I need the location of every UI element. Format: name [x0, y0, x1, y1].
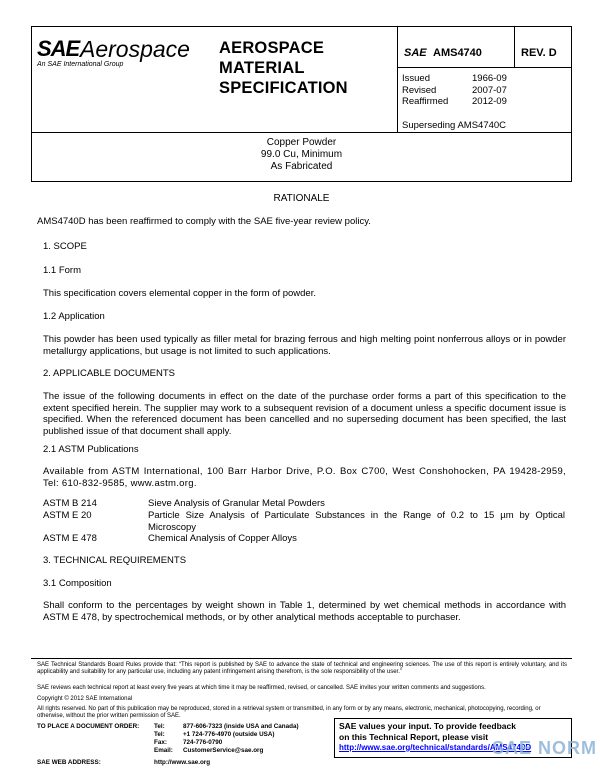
footer-rights: All rights reserved. No part of this publication may be reproduced, stored in a retrieval system or transmitted, in any form or by any means, electronic, mechanical, photocopying, recording, or otherwise, without the prior written permission of SAE.	[37, 706, 541, 720]
divider	[397, 67, 572, 68]
reference-row	[43, 498, 566, 510]
reference-row	[43, 510, 566, 534]
footer-divider	[31, 658, 572, 659]
rationale-text: AMS4740D has been reaffirmed to comply with the SAE five-year review policy.	[37, 216, 371, 227]
reference-row	[43, 533, 566, 545]
subject: Copper Powder 99.0 Cu, Minimum As Fabricated	[260, 137, 343, 172]
superseding: Superseding AMS4740C	[402, 120, 507, 131]
paragraph: Shall conform to the percentages by weight shown in Table 1, determined by wet chemical methods in accordance with ASTM E 478, by spectrochemical methods, or by other analytical methods acceptable to purchaser.	[43, 600, 566, 623]
section-heading: 2. APPLICABLE DOCUMENTS	[43, 368, 175, 379]
order-info: TO PLACE A DOCUMENT ORDER: Tel: 877-606-7323 (inside USA and Canada) Tel: +1 724-776-4970 (outside USA) Fax: 724-776-0790 Email: CustomerService@sae.org SAE WEB ADDRESS: http://www.sae.org	[37, 723, 299, 766]
reference-id: ASTM B 214	[43, 498, 97, 509]
document-number: AMS4740	[433, 47, 482, 59]
paragraph: Available from ASTM International, 100 Barr Harbor Drive, P.O. Box C700, West Conshohocken, PA 19428-2959, Tel: 610-832-9585, www.astm.org.	[43, 466, 566, 489]
logo-sae: SAE	[37, 36, 80, 61]
divider	[514, 27, 515, 67]
feedback-link[interactable]: http://www.sae.org/technical/standards/AMS4740D	[339, 743, 532, 752]
section-heading: 3. TECHNICAL REQUIREMENTS	[43, 555, 187, 566]
footer-rules: SAE Technical Standards Board Rules provide that: “This report is published by SAE to advance the state of technical and engineering sciences. The use of this report is entirely voluntary, and its applicability and suitability for any particular use, including any patent infringement arising therefrom, is the sole responsibility of the user.”	[37, 662, 567, 676]
section-heading: 1.1 Form	[43, 265, 82, 276]
rationale-heading: RATIONALE	[273, 193, 330, 204]
sae-mark: SAE	[404, 47, 427, 59]
logo-subtitle: An SAE International Group	[37, 61, 124, 68]
reference-id: ASTM E 478	[43, 533, 97, 544]
paragraph: This specification covers elemental copper in the form of powder.	[43, 288, 316, 299]
paragraph: The issue of the following documents in effect on the date of the purchase order forms a part of this specification to the extent specified herein. The supplier may work to a subsequent revision of a document unless a specific document issue is specified. When the referenced document has been cancelled and no superseding document has been specified, the last published issue of that document shall apply.	[43, 391, 566, 437]
divider	[397, 27, 398, 133]
reference-id: ASTM E 20	[43, 510, 92, 521]
section-heading: 3.1 Composition	[43, 578, 112, 589]
section-heading: 1. SCOPE	[43, 241, 87, 252]
logo-aerospace: Aerospace	[80, 36, 190, 62]
feedback-box: SAE values your input. To provide feedback on this Technical Report, please visit http://www.sae.org/technical/standards/AMS4740D	[334, 718, 572, 758]
footer-review: SAE reviews each technical report at least every five years at which time it may be reaffirmed, revised, or cancelled. SAE invites your written comments and suggestions.	[37, 685, 486, 691]
reference-title: Sieve Analysis of Granular Metal Powders	[148, 498, 325, 509]
section-heading: 1.2 Application	[43, 311, 105, 322]
revision: REV. D	[521, 47, 557, 59]
paragraph: This powder has been used typically as filler metal for brazing ferrous and high melting point nonferrous alloys or in powder metallurgy applications, but usage is not limited to such applications.	[43, 334, 566, 357]
footer-copyright: Copyright © 2012 SAE International	[37, 696, 133, 702]
date-block: Issued 1966-09 Revised 2007-07 Reaffirmed 2012-09	[402, 73, 507, 107]
document-type-title: AEROSPACE MATERIAL SPECIFICATION	[219, 39, 348, 97]
section-heading: 2.1 ASTM Publications	[43, 444, 139, 455]
reference-title: Chemical Analysis of Copper Alloys	[148, 533, 297, 544]
watermark: SAE NORM	[492, 738, 598, 758]
reference-title: Particle Size Analysis of Particulate Substances in the Range of 0.2 to 15 µm by Optical Microscopy	[148, 510, 565, 533]
